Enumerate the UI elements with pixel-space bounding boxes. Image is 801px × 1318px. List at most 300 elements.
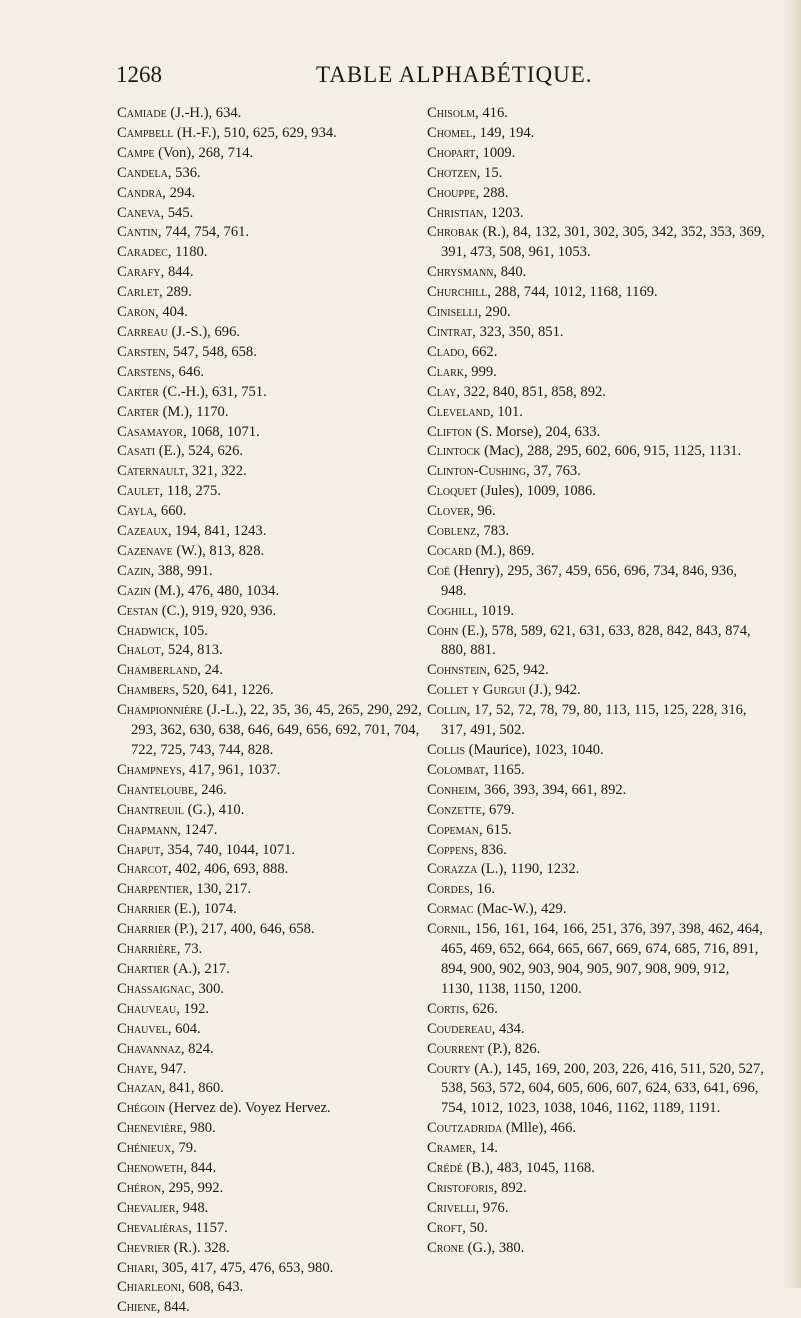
index-entry	[117, 104, 425, 124]
page-edge-shadow	[783, 0, 801, 1288]
index-entry	[117, 1159, 425, 1179]
entry-name: Cantin	[117, 224, 158, 241]
entry-name: Cramer	[427, 1140, 473, 1157]
entry-name: Chamberland	[117, 662, 198, 679]
entry-name: Cintrat	[427, 323, 473, 340]
entry-page-refs: , 295, 992.	[161, 1179, 224, 1196]
entry-name: Camiade	[117, 105, 167, 121]
entry-page-refs: (C.), 919, 920, 936.	[158, 602, 277, 619]
entry-page-refs: , 1165.	[485, 761, 525, 778]
entry-name: Clover	[427, 503, 471, 520]
index-entry	[117, 542, 425, 562]
entry-page-refs: , 404.	[155, 304, 188, 321]
entry-page-refs: (J.-L.), 22, 35, 36, 45, 265, 290, 292, 293, 362, 630, 638, 646, 649, 656, 692, 701, 704, 722, 725, 743, 744, 828.	[131, 702, 422, 758]
entry-name: Carlet	[117, 284, 159, 301]
index-entry	[117, 303, 425, 323]
index-entry	[117, 323, 425, 343]
entry-name: Cleveland	[427, 403, 491, 420]
entry-name: Chaye	[117, 1060, 154, 1077]
index-entry	[427, 303, 765, 323]
entry-page-refs: (G.), 380.	[463, 1239, 525, 1256]
entry-page-refs: , 17, 52, 72, 78, 79, 80, 113, 115, 125, 228, 316, 317, 491, 502.	[441, 702, 747, 739]
entry-page-refs: , 1009.	[475, 144, 516, 161]
entry-page-refs: , 79.	[171, 1140, 197, 1157]
entry-page-refs: , 626.	[465, 1000, 498, 1017]
entry-page-refs: , 1068, 1071.	[183, 423, 260, 440]
entry-name: Churchill	[427, 284, 488, 301]
index-entry	[117, 184, 425, 204]
index-entry	[427, 403, 765, 423]
index-entry	[427, 562, 765, 602]
index-entry	[427, 1139, 765, 1159]
entry-name: Charrier	[117, 921, 171, 938]
entry-page-refs: , 892.	[493, 1179, 527, 1196]
entry-page-refs: , 844.	[183, 1160, 217, 1177]
index-entry	[117, 1298, 425, 1318]
entry-name: Chaput	[117, 841, 161, 858]
entry-page-refs: (S. Morse), 204, 633.	[472, 423, 601, 440]
entry-page-refs: (R.), 84, 132, 301, 302, 305, 342, 352, 353, 369, 391, 473, 508, 961, 1053.	[441, 224, 765, 261]
index-entry	[117, 900, 425, 920]
entry-name: Chrobak	[427, 224, 479, 241]
entry-name: Campbell	[117, 124, 174, 141]
entry-page-refs: , 841, 860.	[161, 1080, 224, 1097]
entry-page-refs: , 744, 754, 761.	[157, 224, 250, 241]
entry-name: Cayla	[117, 503, 154, 520]
entry-page-refs: , 836.	[473, 841, 507, 858]
entry-page-refs: , 999.	[463, 363, 497, 380]
entry-page-refs: , 625, 942.	[486, 662, 549, 679]
entry-name: Cloquet	[427, 483, 477, 500]
entry-name: Chrysmann	[427, 264, 494, 281]
index-entry	[427, 462, 765, 482]
entry-name: Casati	[117, 443, 156, 460]
entry-page-refs: , 16.	[469, 881, 496, 898]
entry-page-refs: (P.), 217, 400, 646, 658.	[170, 921, 315, 938]
entry-name: Caulet	[117, 483, 160, 500]
index-entry	[427, 841, 765, 861]
entry-name: Cazeaux	[117, 523, 168, 540]
entry-name: Carstens	[117, 363, 172, 380]
entry-page-refs: , 434.	[491, 1020, 525, 1037]
entry-name: Chauveau	[117, 1000, 177, 1017]
index-entry	[427, 144, 765, 164]
entry-name: Cazenave	[117, 542, 173, 559]
index-entry	[117, 940, 425, 960]
entry-page-refs: , 37, 763.	[526, 463, 581, 480]
entry-name: Chiari	[117, 1259, 155, 1276]
index-entry	[117, 1040, 425, 1060]
entry-name: Chevalier	[117, 1199, 176, 1216]
index-entry	[117, 781, 425, 801]
entry-page-refs: , 1180.	[167, 244, 208, 261]
entry-name: Charrier	[117, 901, 171, 918]
index-entry	[117, 144, 425, 164]
index-entry	[117, 681, 425, 701]
index-entry	[427, 542, 765, 562]
entry-page-refs: , 844.	[156, 1299, 190, 1316]
entry-page-refs: , 388, 991.	[150, 562, 213, 579]
index-entry	[117, 1020, 425, 1040]
entry-page-refs: , 130, 217.	[188, 881, 251, 898]
entry-page-refs: , 402, 406, 693, 888.	[167, 861, 289, 878]
entry-page-refs: (C.-H.), 631, 751.	[158, 383, 267, 400]
entry-page-refs: , 366, 393, 394, 661, 892.	[476, 781, 627, 798]
index-entry	[427, 661, 765, 681]
entry-name: Chenoweth	[117, 1160, 184, 1177]
index-entry	[117, 1219, 425, 1239]
entry-page-refs: (J.-H.), 634.	[166, 105, 242, 121]
entry-page-refs: , 646.	[171, 363, 205, 380]
index-entry	[427, 781, 765, 801]
index-entry	[427, 1239, 765, 1259]
entry-name: Caron	[117, 304, 156, 321]
index-entry	[427, 701, 765, 741]
entry-page-refs: , 679.	[481, 801, 515, 818]
entry-page-refs: , 322, 840, 851, 858, 892.	[456, 383, 606, 400]
index-entry	[117, 283, 425, 303]
entry-page-refs: , 604.	[167, 1020, 201, 1037]
index-entry	[117, 1239, 425, 1259]
entry-name: Chégoin	[117, 1100, 166, 1117]
entry-page-refs: (Jules), 1009, 1086.	[476, 483, 596, 500]
index-entry	[117, 880, 425, 900]
entry-page-refs: , 300.	[191, 980, 225, 997]
entry-name: Chanteloube	[117, 781, 194, 798]
entry-name: Cohnstein	[427, 662, 487, 679]
entry-name: Carter	[117, 403, 159, 420]
entry-page-refs: (P.), 826.	[483, 1040, 541, 1057]
entry-page-refs: (M.), 869.	[471, 542, 535, 559]
entry-page-refs: , 545.	[160, 204, 194, 221]
entry-name: Coudereau	[427, 1020, 492, 1037]
page-header	[0, 62, 801, 92]
index-entry	[427, 1060, 765, 1120]
entry-name: Cocard	[427, 542, 472, 559]
index-entry	[117, 1278, 425, 1298]
entry-name: Clay	[427, 383, 457, 400]
entry-page-refs: (R.). 328.	[170, 1239, 230, 1256]
index-entry	[117, 482, 425, 502]
entry-page-refs: , 321, 322.	[184, 463, 247, 480]
index-entry	[117, 1199, 425, 1219]
index-entry	[117, 920, 425, 940]
entry-name: Coblenz	[427, 523, 477, 540]
index-entry	[117, 602, 425, 622]
index-entry	[427, 502, 765, 522]
index-entry	[427, 363, 765, 383]
entry-name: Chassaignac	[117, 980, 192, 997]
index-entry	[427, 1119, 765, 1139]
entry-name: Chartier	[117, 960, 170, 977]
index-entry	[427, 522, 765, 542]
entry-name: Crone	[427, 1239, 464, 1256]
index-entry	[117, 1099, 425, 1119]
index-entry	[427, 383, 765, 403]
entry-page-refs: (Von), 268, 714.	[154, 144, 254, 161]
index-column-left	[117, 104, 425, 1318]
entry-page-refs: , 536.	[167, 164, 201, 181]
entry-page-refs: , 73.	[176, 941, 203, 958]
index-entry	[427, 283, 765, 303]
entry-name: Cazin	[117, 562, 151, 579]
entry-page-refs: (Mac), 288, 295, 602, 606, 915, 1125, 1131.	[480, 443, 742, 460]
entry-name: Carsten	[117, 343, 166, 360]
index-entry	[117, 1079, 425, 1099]
entry-page-refs: (A.), 217.	[169, 960, 230, 977]
entry-name: Cohn	[427, 622, 459, 639]
entry-page-refs: (L.), 1190, 1232.	[477, 861, 580, 878]
index-entry	[117, 403, 425, 423]
index-entry	[427, 482, 765, 502]
entry-name: Chauvel	[117, 1020, 168, 1037]
entry-page-refs: , 101.	[490, 403, 523, 420]
entry-page-refs: , 1203.	[483, 204, 524, 221]
index-entry	[427, 124, 765, 144]
index-entry	[117, 801, 425, 821]
index-entry	[117, 383, 425, 403]
index-entry	[427, 223, 765, 263]
entry-page-refs: , 783.	[476, 523, 510, 540]
entry-name: Courrent	[427, 1040, 484, 1057]
index-entry	[117, 1179, 425, 1199]
index-entry	[427, 761, 765, 781]
entry-name: Chavannaz	[117, 1040, 181, 1057]
entry-name: Carreau	[117, 323, 168, 340]
entry-name: Chiarleoni	[117, 1279, 182, 1296]
entry-page-refs: (Maurice), 1023, 1040.	[465, 742, 604, 758]
entry-page-refs: , 156, 161, 164, 166, 251, 376, 397, 398, 462, 464, 465, 469, 652, 664, 665, 667, 669, 674, 685, 716, 891, 894, 900, 902, 903, 904, 905, 907, 908, 909, 912, 1130, 1138, 1150, 1200.	[441, 921, 763, 997]
entry-page-refs: (G.), 410.	[183, 801, 245, 818]
entry-name: Caternault	[117, 463, 185, 480]
entry-page-refs: (M.), 1170.	[158, 403, 229, 420]
entry-page-refs: , 305, 417, 475, 476, 653, 980.	[154, 1259, 334, 1276]
entry-name: Conzette	[427, 801, 482, 818]
entry-page-refs: (H.-F.), 510, 625, 629, 934.	[173, 124, 337, 141]
index-entry	[117, 522, 425, 542]
index-entry	[117, 223, 425, 243]
index-entry	[117, 960, 425, 980]
entry-name: Cormac	[427, 901, 474, 918]
index-entry	[427, 920, 765, 1000]
entry-name: Collet y Gurgui	[427, 682, 526, 699]
index-entry	[117, 1259, 425, 1279]
entry-page-refs: , 662.	[464, 343, 498, 360]
entry-page-refs: (E.), 524, 626.	[155, 443, 244, 460]
entry-page-refs: , 608, 643.	[181, 1279, 244, 1296]
entry-name: Courty	[427, 1060, 471, 1077]
entry-name: Chevrier	[117, 1239, 171, 1256]
entry-page-refs: , 980.	[182, 1120, 216, 1137]
index-entry	[427, 900, 765, 920]
entry-name: Chambers	[117, 682, 176, 699]
entry-page-refs: , 290.	[477, 304, 511, 321]
entry-name: Crédé	[427, 1160, 463, 1177]
index-entry	[427, 1219, 765, 1239]
entry-page-refs: , 840.	[493, 264, 527, 281]
entry-name: Clado	[427, 343, 465, 360]
entry-page-refs: (Henry), 295, 367, 459, 656, 696, 734, 846, 936, 948.	[441, 562, 738, 599]
entry-name: Conheim	[427, 781, 477, 798]
entry-page-refs: , 192.	[176, 1000, 210, 1017]
entry-name: Christian	[427, 204, 484, 221]
index-entry	[117, 243, 425, 263]
index-entry	[427, 1020, 765, 1040]
index-entry	[427, 681, 765, 701]
entry-name: Coutzadrida	[427, 1120, 503, 1137]
entry-name: Chazan	[117, 1080, 162, 1097]
index-entry	[117, 363, 425, 383]
index-entry	[427, 1179, 765, 1199]
index-entry	[427, 204, 765, 224]
index-entry	[427, 343, 765, 363]
entry-page-refs: , 547, 548, 658.	[165, 343, 257, 360]
entry-page-refs: (J.-S.), 696.	[167, 323, 241, 340]
entry-name: Cristoforis	[427, 1179, 494, 1196]
entry-name: Charcot	[117, 861, 168, 878]
index-entry	[427, 1040, 765, 1060]
entry-page-refs: , 288.	[475, 184, 509, 201]
entry-page-refs: , 615.	[478, 821, 512, 838]
entry-name: Chisolm	[427, 105, 476, 121]
entry-name: Clifton	[427, 423, 473, 440]
entry-page-refs: , 149, 194.	[472, 124, 535, 141]
index-entry	[427, 622, 765, 662]
index-entry	[117, 582, 425, 602]
index-entry	[117, 1139, 425, 1159]
entry-name: Clinton-Cushing	[427, 463, 527, 480]
index-entry	[117, 1060, 425, 1080]
entry-name: Cornil	[427, 921, 468, 938]
index-entry	[117, 1119, 425, 1139]
entry-page-refs: (B.), 483, 1045, 1168.	[462, 1160, 595, 1177]
entry-page-refs: , 520, 641, 1226.	[175, 682, 274, 699]
entry-name: Coghill	[427, 602, 474, 619]
entry-name: Charpentier	[117, 881, 189, 898]
index-entry	[117, 462, 425, 482]
entry-name: Cordes	[427, 881, 470, 898]
entry-name: Chadwick	[117, 622, 176, 639]
index-entry	[117, 204, 425, 224]
index-entry	[427, 442, 765, 462]
index-column-right	[427, 104, 765, 1259]
entry-page-refs: (Hervez de). Voyez Hervez.	[165, 1100, 331, 1117]
entry-name: Copeman	[427, 821, 479, 838]
index-entry	[117, 701, 425, 761]
entry-page-refs: , 105.	[175, 622, 208, 639]
entry-name: Championnière	[117, 702, 203, 719]
entry-page-refs: , 1019.	[473, 602, 515, 619]
entry-page-refs: , 660.	[153, 503, 187, 520]
index-entry	[427, 263, 765, 283]
entry-page-refs: , 948.	[175, 1199, 209, 1216]
entry-page-refs: , 1157.	[188, 1219, 228, 1236]
entry-name: Caneva	[117, 204, 161, 221]
entry-name: Chomel	[427, 124, 473, 141]
page-number: 1268	[116, 62, 162, 87]
entry-name: Chotzen	[427, 164, 477, 181]
entry-name: Collis	[427, 742, 466, 758]
entry-name: Clintock	[427, 443, 481, 460]
entry-page-refs: (E.), 578, 589, 621, 631, 633, 828, 842, 843, 874, 880, 881.	[441, 622, 751, 659]
index-entry	[117, 641, 425, 661]
index-entry	[117, 980, 425, 1000]
entry-name: Cazin	[117, 582, 151, 599]
index-entry	[117, 821, 425, 841]
entry-page-refs: , 1247.	[177, 821, 218, 838]
index-entry	[117, 661, 425, 681]
entry-name: Chantreuil	[117, 801, 184, 818]
entry-name: Candela	[117, 164, 168, 181]
index-entry	[427, 801, 765, 821]
entry-name: Croft	[427, 1219, 463, 1236]
index-entry	[427, 164, 765, 184]
entry-page-refs: , 50.	[462, 1219, 488, 1236]
entry-name: Coë	[427, 562, 451, 579]
entry-name: Chevaliéras	[117, 1219, 189, 1236]
entry-page-refs: , 24.	[197, 662, 223, 679]
entry-name: Collin	[427, 702, 467, 719]
entry-name: Chenevière	[117, 1120, 183, 1137]
entry-name: Candra	[117, 184, 163, 201]
entry-page-refs: , 524, 813.	[160, 642, 223, 659]
index-entry	[117, 124, 425, 144]
entry-page-refs: , 947.	[153, 1060, 187, 1077]
entry-name: Chénieux	[117, 1140, 172, 1157]
entry-name: Crivelli	[427, 1199, 476, 1216]
index-entry	[427, 1000, 765, 1020]
entry-page-refs: , 824.	[180, 1040, 214, 1057]
entry-page-refs: , 96.	[470, 503, 496, 520]
index-entry	[117, 860, 425, 880]
entry-page-refs: , 246.	[193, 781, 227, 798]
entry-page-refs: (E.), 1074.	[170, 901, 237, 918]
entry-name: Chopart	[427, 144, 476, 161]
entry-page-refs: , 15.	[476, 164, 503, 181]
entry-name: Chiene	[117, 1299, 157, 1316]
entry-page-refs: (M.), 476, 480, 1034.	[150, 582, 280, 599]
entry-page-refs: (Mac-W.), 429.	[473, 901, 567, 918]
entry-page-refs: (A.), 145, 169, 200, 203, 226, 416, 511, 520, 527, 538, 563, 572, 604, 605, 606, 607, 624, 633, 641, 696, 754, 1012, 1023, 1038, 1046, 1162, 1189, 1191.	[441, 1060, 764, 1117]
index-entry	[427, 880, 765, 900]
index-entry	[117, 562, 425, 582]
entry-name: Champneys	[117, 761, 182, 778]
entry-name: Campe	[117, 144, 155, 161]
entry-page-refs: (Mlle), 466.	[502, 1120, 577, 1137]
entry-page-refs: , 417, 961, 1037.	[181, 761, 281, 778]
entry-page-refs: , 976.	[475, 1199, 509, 1216]
entry-name: Caradec	[117, 244, 168, 261]
entry-name: Chouppe	[427, 184, 476, 201]
entry-page-refs: , 844.	[160, 264, 194, 281]
index-entry	[427, 104, 765, 124]
index-entry	[117, 502, 425, 522]
index-entry	[117, 423, 425, 443]
entry-page-refs: , 416.	[475, 105, 508, 121]
entry-page-refs: , 354, 740, 1044, 1071.	[160, 841, 296, 858]
index-entry	[117, 761, 425, 781]
entry-name: Clark	[427, 363, 464, 380]
entry-name: Casamayor	[117, 423, 184, 440]
entry-page-refs: , 294.	[162, 184, 196, 201]
entry-name: Colombat	[427, 761, 486, 778]
entry-page-refs: , 118, 275.	[159, 483, 221, 500]
entry-page-refs: (W.), 813, 828.	[172, 542, 265, 559]
entry-name: Chalot	[117, 642, 161, 659]
index-entry	[427, 741, 765, 761]
entry-page-refs: , 194, 841, 1243.	[167, 523, 267, 540]
index-entry	[117, 442, 425, 462]
